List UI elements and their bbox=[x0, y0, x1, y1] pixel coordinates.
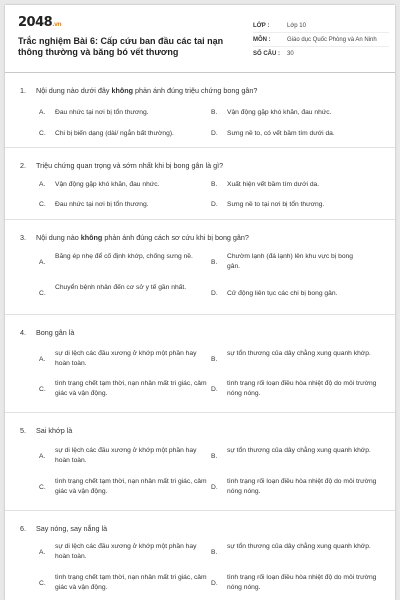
question-3 bbox=[5, 220, 395, 315]
meta-table bbox=[253, 19, 389, 61]
option-text: Băng ép nhẹ để cố định khớp, chống sưng nề. bbox=[55, 253, 193, 260]
worksheet-header bbox=[5, 5, 395, 73]
option-letter: B. bbox=[211, 181, 218, 188]
question-4 bbox=[5, 315, 395, 413]
option-letter: A. bbox=[39, 109, 46, 116]
question-text-part: Say nóng, say nắng là bbox=[36, 524, 108, 533]
option-text: Chi bị biến dạng (dài/ ngắn bất thường). bbox=[55, 130, 174, 137]
question-2 bbox=[5, 148, 395, 220]
option-text: sự di lệch các đầu xương ở khớp một phần hay hoàn toàn. bbox=[55, 350, 197, 367]
question-text-part: phản ánh đúng triệu chứng bong gân? bbox=[133, 86, 258, 95]
worksheet-page bbox=[5, 5, 395, 600]
question-emphasis: không bbox=[80, 233, 103, 242]
option-letter: D. bbox=[211, 484, 218, 491]
question-1 bbox=[5, 73, 395, 148]
option-text: tình trạng rối loạn điều hòa nhiệt độ do môi trường nóng nóng. bbox=[227, 478, 377, 495]
question-text-part: Bong gân là bbox=[36, 328, 75, 337]
question-text-part: Sai khớp là bbox=[36, 426, 73, 435]
option-text: Chườm lạnh (đá lạnh) lên khu vực bị bong gân. bbox=[227, 253, 353, 270]
option-letter: C. bbox=[39, 130, 46, 137]
option-text: sự tổn thương của dây chằng xung quanh khớp. bbox=[227, 447, 371, 454]
question-number: 4. bbox=[20, 328, 26, 337]
question-text-part: Nội dung nào bbox=[36, 233, 81, 242]
option-letter: A. bbox=[39, 259, 46, 266]
option-letter: A. bbox=[39, 549, 46, 556]
option-text: Đau nhức tại nơi bị tổn thương. bbox=[55, 201, 149, 208]
logo-suffix: .vn bbox=[52, 21, 62, 28]
question-number: 2. bbox=[20, 161, 26, 170]
question-text bbox=[20, 161, 380, 171]
option-letter: A. bbox=[39, 453, 46, 460]
question-number: 1. bbox=[20, 86, 26, 95]
question-text bbox=[20, 426, 380, 436]
option-letter: D. bbox=[211, 580, 218, 587]
option-text: sự di lệch các đầu xương ở khớp một phần hay hoàn toàn. bbox=[55, 543, 197, 560]
option-text: sự tổn thương của dây chằng xung quanh khớp. bbox=[227, 543, 371, 550]
question-text bbox=[20, 86, 380, 96]
meta-value: Giáo dục Quốc Phòng và An Ninh bbox=[287, 36, 377, 43]
option-text: tình trạng chết tạm thời, nạn nhân mất tri giác, cảm giác và vận động. bbox=[55, 478, 207, 495]
logo-text: 2048 bbox=[18, 15, 53, 30]
meta-value: Lớp 10 bbox=[287, 22, 306, 29]
worksheet-title: Trắc nghiệm Bài 6: Cấp cứu ban đầu các tai nạn thông thường và băng bó vết thương bbox=[18, 36, 224, 57]
meta-value: 30 bbox=[287, 51, 294, 57]
question-emphasis: không bbox=[111, 86, 134, 95]
option-letter: D. bbox=[211, 386, 218, 393]
option-letter: D. bbox=[211, 130, 218, 137]
meta-row-grade bbox=[253, 19, 389, 33]
option-letter: D. bbox=[211, 201, 218, 208]
option-text: tình trạng chết tạm thời, nạn nhân mất tri giác, cảm giác và vận động. bbox=[55, 380, 207, 397]
question-text-part: Nội dung nào dưới đây bbox=[36, 86, 112, 95]
question-6 bbox=[5, 511, 395, 600]
question-number: 6. bbox=[20, 524, 26, 533]
option-text: Sưng nề to, có vết bầm tím dưới da. bbox=[227, 130, 335, 137]
option-text: Vận động gặp khó khăn, đau nhức. bbox=[55, 181, 160, 188]
option-text: Chuyển bệnh nhân đến cơ sở y tế gần nhất. bbox=[55, 284, 187, 291]
meta-key: LỚP : bbox=[253, 22, 270, 29]
question-text-part: Triệu chứng quan trọng và sớm nhất khi bị bong gân là gì? bbox=[36, 161, 224, 170]
question-text bbox=[20, 233, 380, 243]
question-text bbox=[20, 524, 380, 534]
site-logo[interactable] bbox=[18, 15, 61, 30]
option-text: sự tổn thương của dây chằng xung quanh khớp. bbox=[227, 350, 371, 357]
option-letter: B. bbox=[211, 109, 218, 116]
question-5 bbox=[5, 413, 395, 511]
meta-key: MÔN : bbox=[253, 36, 271, 43]
option-letter: A. bbox=[39, 356, 46, 363]
question-text-part: phản ánh đúng cách sơ cứu khi bị bong gân? bbox=[102, 233, 249, 242]
option-text: tình trạng rối loạn điều hòa nhiệt độ do môi trường nóng nóng. bbox=[227, 574, 377, 591]
question-number: 5. bbox=[20, 426, 26, 435]
meta-key: SỐ CÂU : bbox=[253, 51, 280, 57]
question-number: 3. bbox=[20, 233, 26, 242]
option-letter: B. bbox=[211, 453, 218, 460]
option-text: tình trạng chết tạm thời, nạn nhân mất tri giác, cảm giác và vận động. bbox=[55, 574, 207, 591]
option-text: Vận động gặp khó khăn, đau nhức. bbox=[227, 109, 332, 116]
option-text: Cử động liên tục các chi bị bong gân. bbox=[227, 290, 338, 297]
option-letter: B. bbox=[211, 259, 218, 266]
meta-row-subject bbox=[253, 33, 389, 47]
option-letter: C. bbox=[39, 290, 46, 297]
option-letter: C. bbox=[39, 201, 46, 208]
option-letter: D. bbox=[211, 290, 218, 297]
option-letter: B. bbox=[211, 549, 218, 556]
option-letter: C. bbox=[39, 580, 46, 587]
option-text: tình trạng rối loạn điều hòa nhiệt độ do môi trường nóng nóng. bbox=[227, 380, 377, 397]
option-letter: A. bbox=[39, 181, 46, 188]
option-text: Xuất hiện vết bầm tím dưới da. bbox=[227, 181, 320, 188]
option-text: sự di lệch các đầu xương ở khớp một phần hay hoàn toàn. bbox=[55, 447, 197, 464]
option-letter: C. bbox=[39, 386, 46, 393]
option-letter: C. bbox=[39, 484, 46, 491]
option-text: Đau nhức tại nơi bị tổn thương. bbox=[55, 109, 149, 116]
option-letter: B. bbox=[211, 356, 218, 363]
question-text bbox=[20, 328, 380, 338]
option-text: Sưng nề to tại nơi bị tổn thương. bbox=[227, 201, 325, 208]
meta-row-count bbox=[253, 47, 389, 61]
